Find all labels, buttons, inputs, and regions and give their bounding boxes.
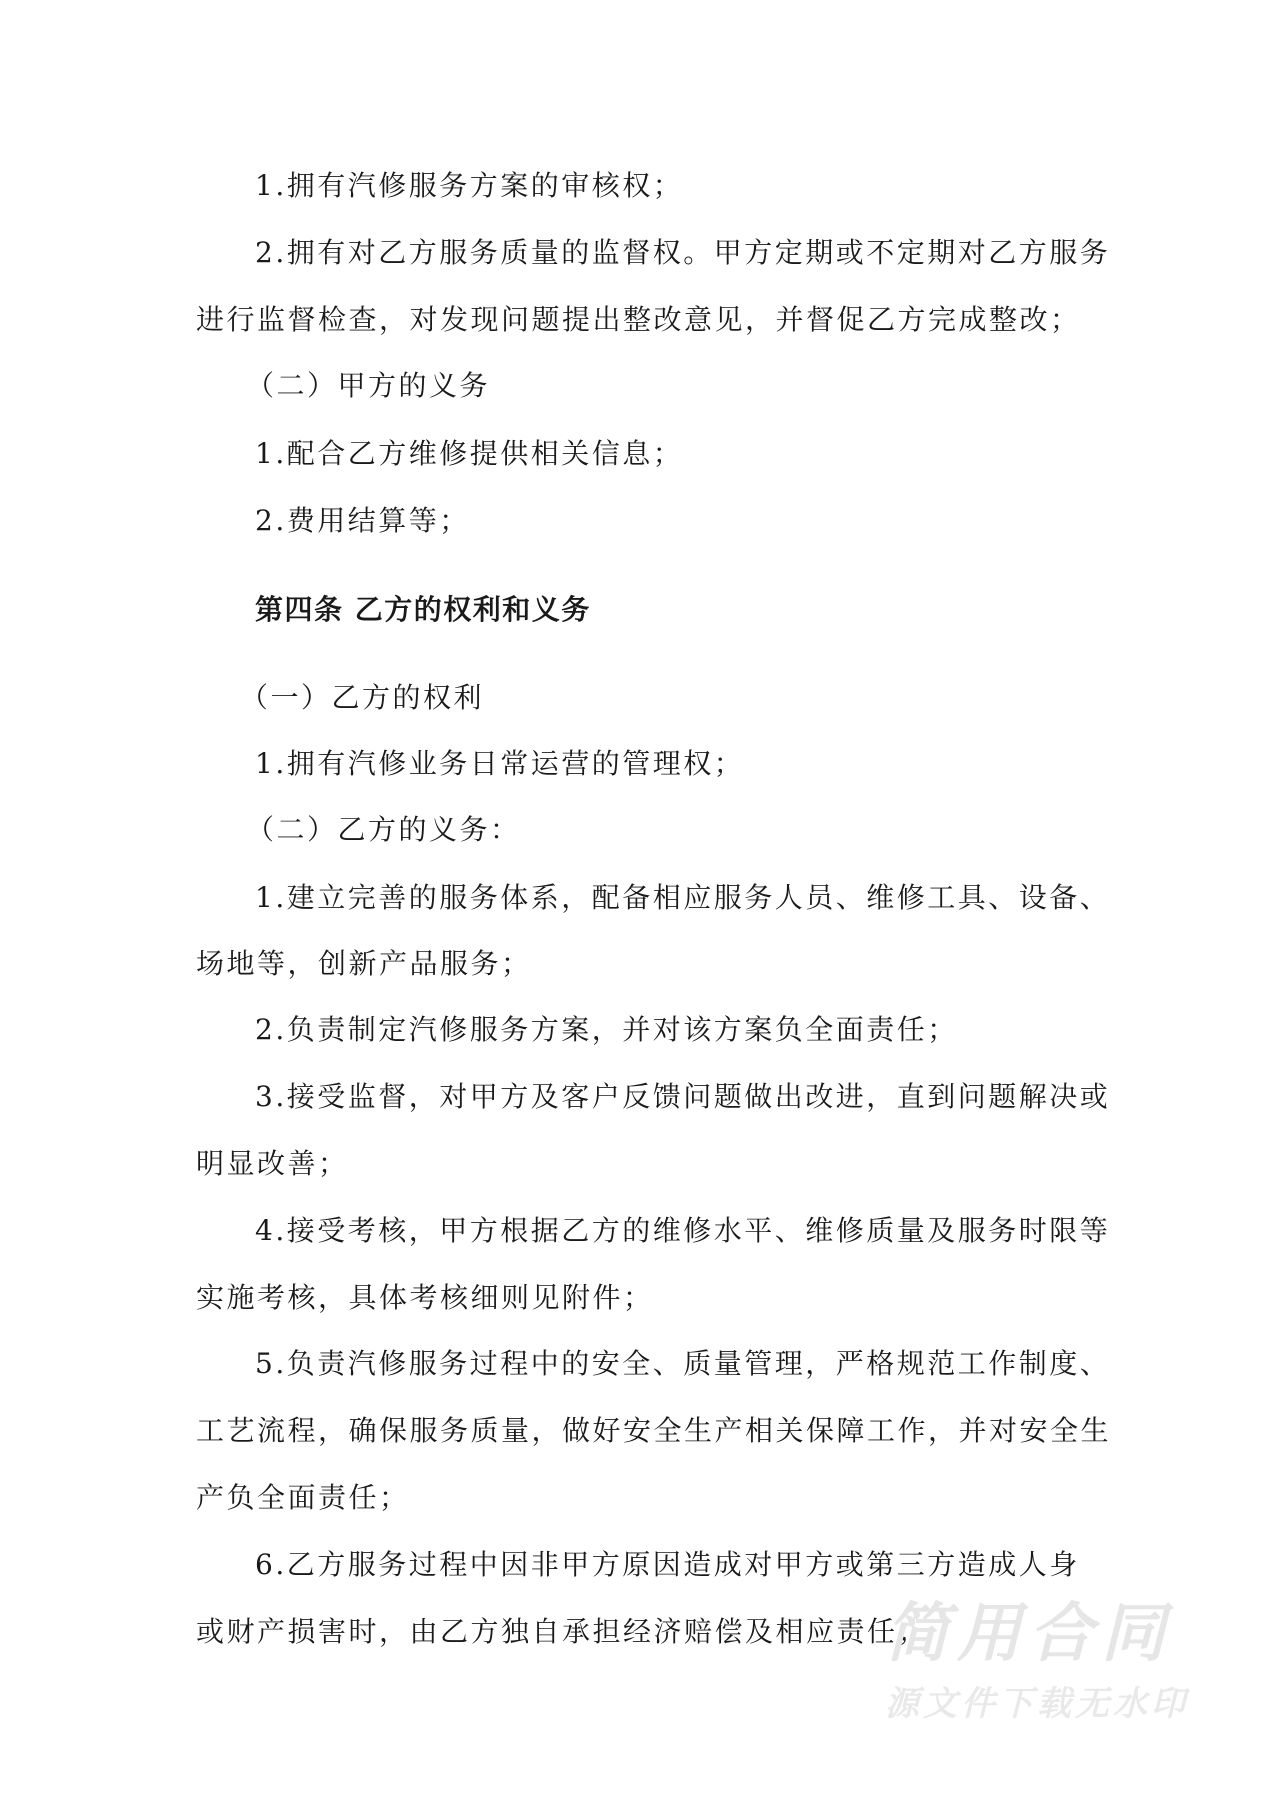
clause-line: 5.负责汽修服务过程中的安全、质量管理，严格规范工作制度、 — [255, 1347, 1111, 1380]
clause-line: 6.乙方服务过程中因非甲方原因造成对甲方或第三方造成人身 — [255, 1548, 1080, 1581]
clause-line: 2.负责制定汽修服务方案，并对该方案负全面责任； — [255, 1013, 958, 1046]
subsection-heading: （二）乙方的义务： — [246, 813, 521, 846]
watermark-title: 简用合同 — [885, 1597, 1173, 1671]
clause-line: 明显改善； — [196, 1147, 349, 1180]
article-heading: 第四条 乙方的权利和义务 — [255, 593, 591, 626]
clause-line: 1.建立完善的服务体系，配备相应服务人员、维修工具、设备、 — [255, 881, 1111, 914]
clause-line: 产负全面责任； — [196, 1481, 410, 1514]
clause-line: 进行监督检查，对发现问题提出整改意见，并督促乙方完成整改； — [196, 303, 1081, 336]
clause-line: 2.费用结算等； — [255, 504, 470, 537]
clause-line: 4.接受考核，甲方根据乙方的维修水平、维修质量及服务时限等 — [255, 1214, 1111, 1247]
watermark-subtitle: 源文件下载无水印 — [885, 1684, 1189, 1724]
clause-line: 实施考核，具体考核细则见附件； — [196, 1281, 654, 1314]
clause-line: 1.配合乙方维修提供相关信息； — [255, 437, 684, 470]
clause-line: 1.拥有汽修业务日常运营的管理权； — [255, 747, 745, 780]
clause-line: 场地等，创新产品服务； — [196, 947, 532, 980]
subsection-heading: （一）乙方的权利 — [240, 681, 485, 714]
subsection-heading: （二）甲方的义务 — [246, 369, 491, 402]
clause-line: 2.拥有对乙方服务质量的监督权。甲方定期或不定期对乙方服务 — [255, 236, 1111, 269]
clause-line: 3.接受监督，对甲方及客户反馈问题做出改进，直到问题解决或 — [255, 1080, 1111, 1113]
clause-line: 工艺流程，确保服务质量，做好安全生产相关保障工作，并对安全生 — [196, 1414, 1112, 1447]
clause-line: 1.拥有汽修服务方案的审核权； — [255, 169, 684, 202]
clause-line: 或财产损害时，由乙方独自承担经济赔偿及相应责任； — [196, 1615, 929, 1648]
